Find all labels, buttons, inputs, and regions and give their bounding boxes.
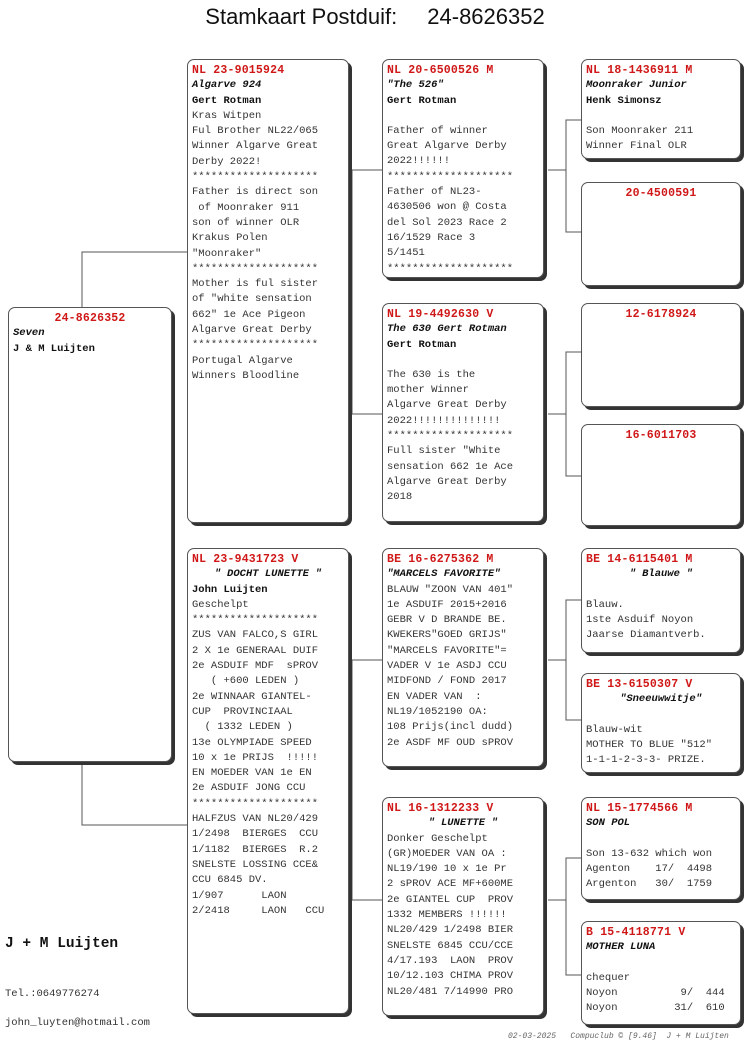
mf-info: BLAUW "ZOON VAN 401" 1e ASDUIF 2015+2016 GEBR V D BRANDE BE. KWEKERS"GOED GRIJS" "MARCELS FAVORITE"= VADER V 1e ASDJ CCU MIDFOND / FOND 2017 EN VADER VAN : NL19/1052190 OA: 108 Prijs(incl dudd) 2e ASDF MF OUD sPROV [387,583,514,749]
fff-owner: Henk Simonsz [586,94,662,107]
mff-ring: BE 14-6115401 M [586,553,693,566]
pedigree-card-subject [8,307,172,762]
pedigree-card-mmm [581,921,741,1025]
mother-owner: John Luijten [192,583,268,596]
pedigree-card-mother [187,548,349,1014]
subject-ring: 24-8626352 [54,312,126,325]
breeder-email: john_luyten@hotmail.com [5,1017,150,1029]
pedigree-card-fmf [581,303,741,407]
fff-name: Moonraker Junior [586,79,687,92]
pedigree-card-ffm [581,182,741,286]
fff-ring: NL 18-1436911 M [586,64,693,77]
mmf-name: SON POL [586,817,631,830]
pedigree-card-mf [382,548,544,767]
pedigree-card-father [187,59,349,523]
title-label: Stamkaart Postduif: [205,4,398,29]
ffm-ring: 20-4500591 [625,187,697,200]
father-name: Algarve 924 [192,79,262,92]
ff-owner: Gert Rotman [387,94,457,107]
mother-ring: NL 23-9431723 V [192,553,299,566]
ff-ring: NL 20-6500526 M [387,64,494,77]
mf-ring: BE 16-6275362 M [387,553,494,566]
pedigree-card-fmm [581,424,741,526]
subject-name: Seven [13,327,45,340]
mfm-ring: BE 13-6150307 V [586,678,693,691]
mmm-ring: B 15-4118771 V [586,926,686,939]
pedigree-card-mm [382,797,544,1016]
mother-info: Geschelpt ******************** ZUS VAN FALCO,S GIRL 2 X 1e GENERAAL DUIF 2e ASDUIF MDF sPROV ( +600 LEDEN ) 2e WINNAAR GIANTEL- CUP PROVINCIAAL ( 1332 LEDEN ) 13e OLYMPIADE SPEED 10 x 1e PRIJS !!!!! EN MOEDER VAN 1e EN 2e ASDUIF JONG CCU ******************** HALFZUS VAN NL20/429 1/2498 BIERGES CCU 1/1182 BIERGES R.2 SNELSTE LOSSING CCE& CCU 6845 DV. 1/907 LAON 2/2418 LAON CCU [192,598,325,917]
mmm-info: chequer Noyon 9/ 444 Noyon 31/ 610 [586,971,725,1015]
fmm-ring: 16-6011703 [625,429,697,442]
pedigree-card-mfm [581,673,741,773]
mmf-info: Son 13-632 which won Agenton 17/ 4498 Argenton 30/ 1759 [586,847,713,891]
mm-name: " LUNETTE " [428,817,498,830]
breeder-name: J + M Luijten [5,936,119,952]
mf-name: "MARCELS FAVORITE" [387,568,501,581]
mff-info: Blauw. 1ste Asduif Noyon Jaarse Diamantverb. [586,598,706,642]
fff-info: Son Moonraker 211 Winner Final OLR [586,124,694,153]
ff-info: Father of winner Great Algarve Derby 2022!!!!!! ******************** Father of NL23- 4630506 won @ Costa del Sol 2023 Race 2 16/1529 Race 3 5/1451 ******************** [387,124,514,275]
mother-name: " DOCHT LUNETTE " [214,568,322,581]
title-ring: 24-8626352 [427,4,545,29]
breeder-phone: Tel.:0649776274 [5,988,100,1000]
fm-ring: NL 19-4492630 V [387,308,494,321]
mm-ring: NL 16-1312233 V [387,802,494,815]
mfm-info: Blauw-wit MOTHER TO BLUE "512" 1-1-1-2-3-3- PRIZE. [586,723,713,767]
father-info: Kras Witpen Ful Brother NL22/065 Winner Algarve Great Derby 2022! ******************** Father is direct son of Moonraker 911 son of winner OLR Krakus Polen "Moonraker" ******************** Mother is ful sister of "white sensation 662" 1e Ace Pigeon Algarve Great Derby ******************** Portugal Algarve Winners Bloodline [192,109,319,382]
mff-name: " Blauwe " [629,568,693,581]
pedigree-card-ff [382,59,544,278]
ff-name: "The 526" [387,79,444,92]
mm-info: Donker Geschelpt (GR)MOEDER VAN OA : NL19/190 10 x 1e Pr 2 sPROV ACE MF+600ME 2e GIANTEL CUP PROV 1332 MEMBERS !!!!!! NL20/429 1/2498 BIER SNELSTE 6845 CCU/CCE 4/17.193 LAON PROV 10/12.103 CHIMA PROV NL20/481 7/14990 PRO [387,832,514,998]
footer-credit: 02-03-2025 Compuclub © [9.46] J + M Luijten [508,1032,729,1041]
mmm-name: MOTHER LUNA [586,941,656,954]
pedigree-card-fff [581,59,741,159]
pedigree-card-mff [581,548,741,653]
fmf-ring: 12-6178924 [625,308,697,321]
fm-info: The 630 is the mother Winner Algarve Great Derby 2022!!!!!!!!!!!!!! ******************** Full sister "White sensation 662 1e Ace Algarve Great Derby 2018 [387,368,514,504]
father-ring: NL 23-9015924 [192,64,285,77]
mmf-ring: NL 15-1774566 M [586,802,693,815]
father-owner: Gert Rotman [192,94,262,107]
fm-owner: Gert Rotman [387,338,457,351]
subject-owner: J & M Luijten [13,342,95,355]
mfm-name: "Sneeuwwitje" [620,693,702,706]
pedigree-card-mmf [581,797,741,900]
pedigree-card-fm [382,303,544,522]
fm-name: The 630 Gert Rotman [387,323,507,336]
